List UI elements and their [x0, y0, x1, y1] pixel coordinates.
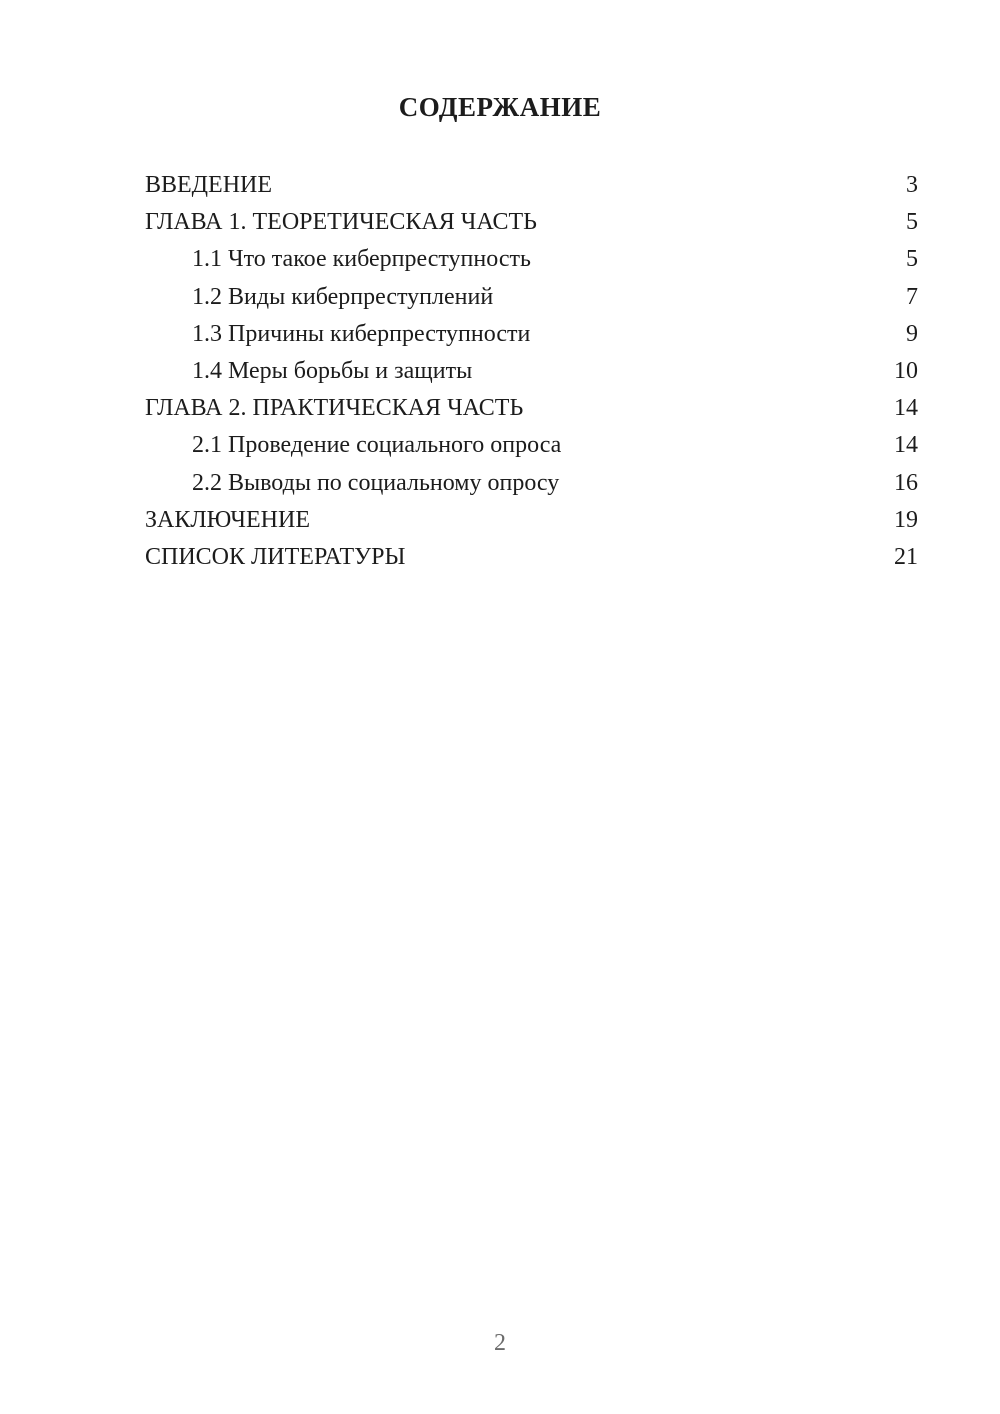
toc-entry-label: ГЛАВА 1. ТЕОРЕТИЧЕСКАЯ ЧАСТЬ	[145, 209, 537, 236]
toc-entry-page-number: 5	[906, 209, 918, 236]
toc-entry	[145, 502, 918, 539]
toc-entry-page-number: 3	[906, 172, 918, 198]
toc-entry-label: ГЛАВА 2. ПРАКТИЧЕСКАЯ ЧАСТЬ	[145, 395, 524, 422]
toc-entry-page-number: 14	[894, 432, 918, 459]
toc-entry-page-number: 7	[906, 283, 918, 310]
toc-entry-label: 1.1 Что такое киберпреступность	[192, 246, 531, 273]
toc-entry	[145, 204, 918, 241]
footer-page-number: 2	[494, 1330, 506, 1356]
toc-entry-label: 1.3 Причины киберпреступности	[192, 320, 531, 347]
toc-entry-page-number: 14	[894, 395, 918, 422]
toc-entry	[145, 316, 918, 353]
toc-entry-label: 2.2 Выводы по социальному опросу	[192, 469, 560, 496]
toc-entry-page-number: 19	[894, 506, 918, 533]
toc-entry	[145, 279, 918, 316]
toc-entry-page-number: 16	[894, 469, 918, 496]
toc-entry-page-number: 10	[894, 357, 918, 384]
page-title: СОДЕРЖАНИЕ	[398, 92, 602, 122]
toc-entry-page-number: 5	[906, 246, 918, 273]
toc-entry	[145, 539, 918, 576]
toc-entry-label: СПИСОК ЛИТЕРАТУРЫ	[145, 543, 406, 570]
toc-entry-label: 1.4 Меры борьбы и защиты	[192, 357, 473, 384]
toc-entry	[145, 390, 918, 427]
toc-entry	[145, 353, 918, 390]
toc-entry-label: ЗАКЛЮЧЕНИЕ	[145, 506, 310, 533]
toc-entry	[145, 427, 918, 464]
table-of-contents	[0, 167, 1000, 576]
toc-entry	[145, 167, 918, 204]
toc-entry-page-number: 21	[894, 543, 918, 570]
toc-entry	[145, 241, 918, 278]
toc-entry	[145, 465, 918, 502]
toc-entry-page-number: 9	[906, 320, 918, 347]
toc-entry-label: ВВЕДЕНИЕ	[145, 172, 273, 198]
toc-entry-label: 2.1 Проведение социального опроса	[192, 432, 562, 459]
toc-entry-label: 1.2 Виды киберпреступлений	[192, 283, 494, 310]
